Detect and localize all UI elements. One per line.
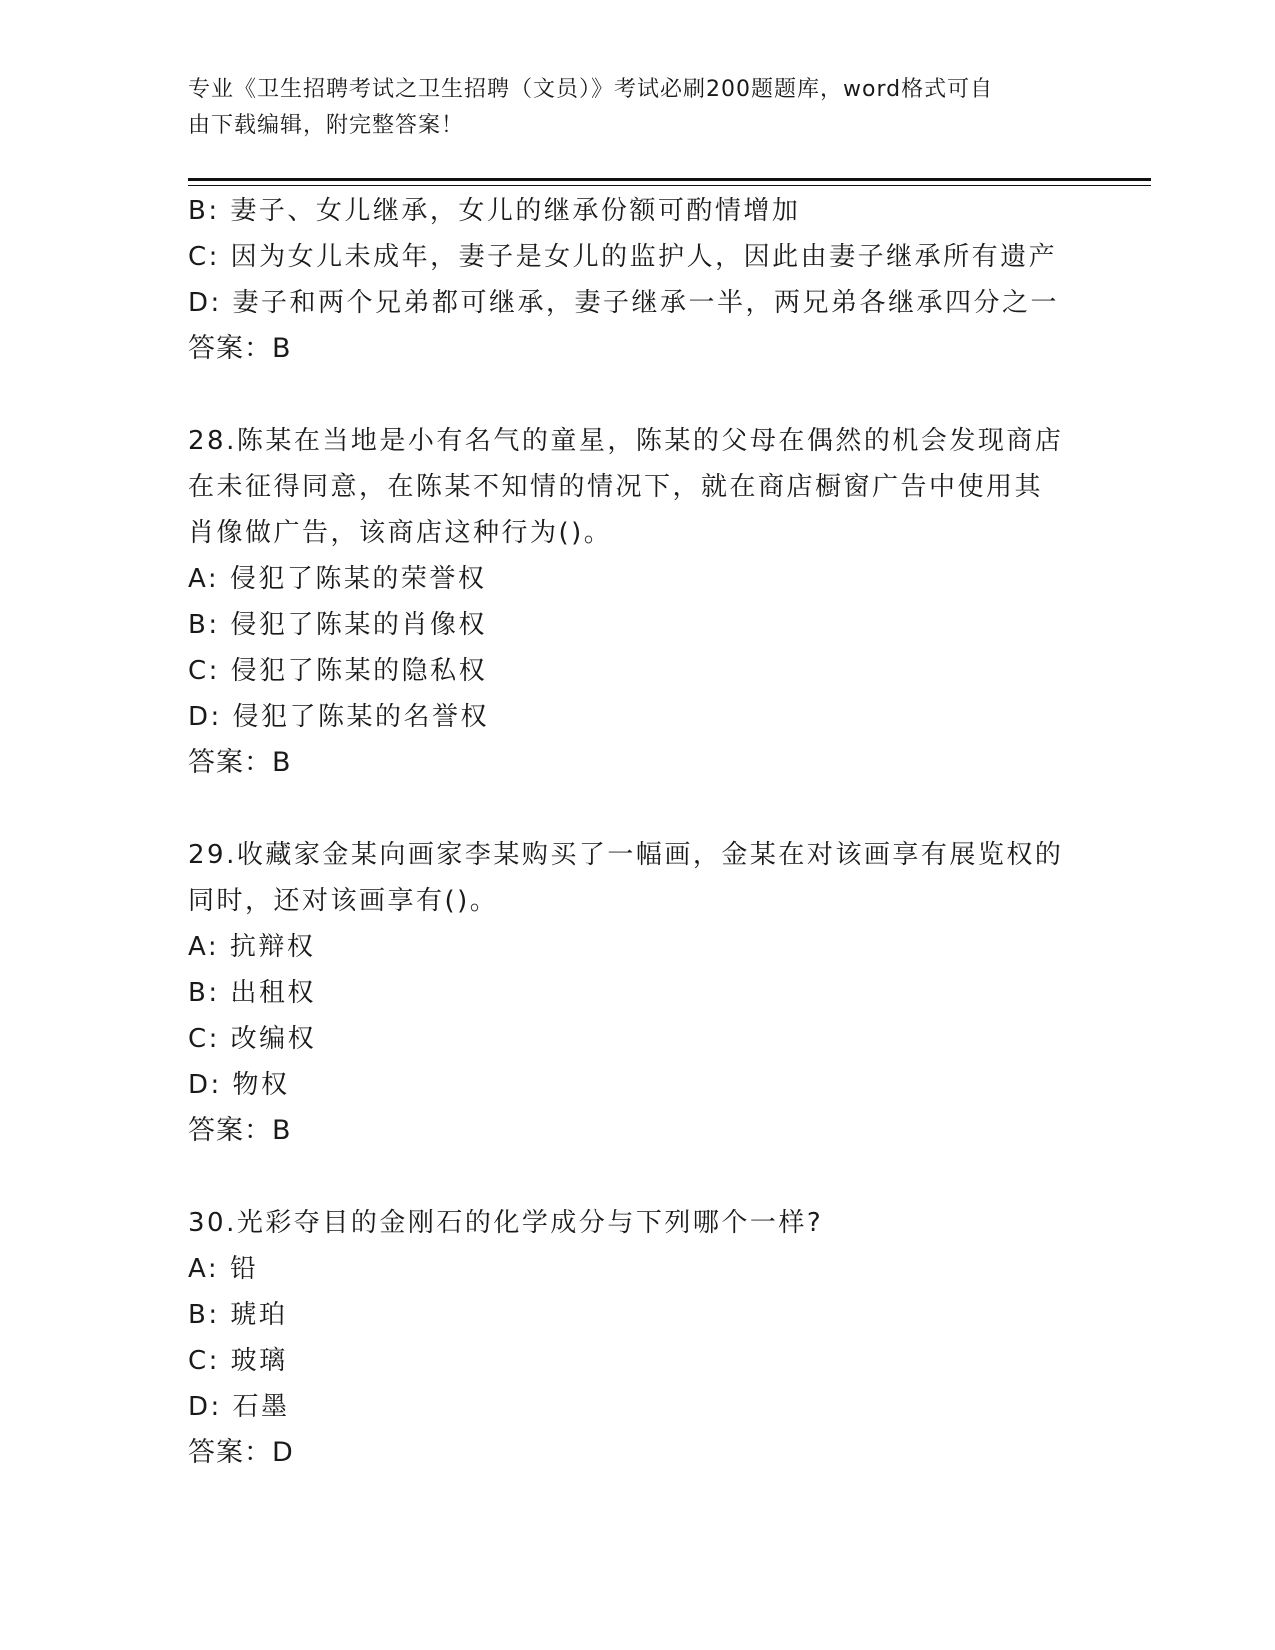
answer: 答案：B xyxy=(188,747,292,778)
spacer xyxy=(188,786,1088,832)
header-divider-thick xyxy=(188,178,1151,181)
header-line-2: 由下载编辑，附完整答案！ xyxy=(188,113,465,138)
option-c: C: 因为女儿未成年，妻子是女儿的监护人，因此由妻子继承所有遗产 xyxy=(188,242,1058,272)
spacer xyxy=(188,1154,1088,1200)
option-a: A: 铅 xyxy=(188,1254,259,1284)
question-29 xyxy=(188,832,1088,1154)
question-text: 28.陈某在当地是小有名气的童星，陈某的父母在偶然的机会发现商店 xyxy=(188,426,1064,456)
question-30 xyxy=(188,1200,1088,1476)
option-a: A: 抗辩权 xyxy=(188,932,316,962)
option-a: A: 侵犯了陈某的荣誉权 xyxy=(188,564,487,594)
option-d: D: 妻子和两个兄弟都可继承，妻子继承一半，两兄弟各继承四分之一 xyxy=(188,288,1060,318)
option-c: C: 玻璃 xyxy=(188,1346,288,1376)
question-text: 30.光彩夺目的金刚石的化学成分与下列哪个一样? xyxy=(188,1208,824,1238)
question-27-continued xyxy=(188,188,1088,372)
question-28 xyxy=(188,418,1088,786)
answer: 答案：B xyxy=(188,333,292,364)
question-list xyxy=(188,188,1088,1476)
option-b: B: 侵犯了陈某的肖像权 xyxy=(188,610,487,640)
option-d: D: 物权 xyxy=(188,1070,290,1100)
question-text: 在未征得同意，在陈某不知情的情况下，就在商店橱窗广告中使用其 xyxy=(188,472,1044,502)
header-line-1: 专业《卫生招聘考试之卫生招聘（文员）》考试必刷200题题库，word格式可自 xyxy=(188,77,994,102)
spacer xyxy=(188,372,1088,418)
option-c: C: 侵犯了陈某的隐私权 xyxy=(188,656,488,686)
option-b: B: 出租权 xyxy=(188,978,316,1008)
option-c: C: 改编权 xyxy=(188,1024,317,1054)
answer: 答案：D xyxy=(188,1437,294,1468)
question-text: 29.收藏家金某向画家李某购买了一幅画，金某在对该画享有展览权的 xyxy=(188,840,1064,870)
option-b: B: 琥珀 xyxy=(188,1300,288,1330)
answer: 答案：B xyxy=(188,1115,292,1146)
option-b: B: 妻子、女儿继承，女儿的继承份额可酌情增加 xyxy=(188,196,801,226)
question-text: 同时，还对该画享有()。 xyxy=(188,886,499,916)
option-d: D: 侵犯了陈某的名誉权 xyxy=(188,702,490,732)
option-d: D: 石墨 xyxy=(188,1392,290,1422)
header-divider-thin xyxy=(188,185,1151,186)
question-text: 肖像做广告，该商店这种行为()。 xyxy=(188,518,613,548)
document-header xyxy=(188,72,1068,144)
